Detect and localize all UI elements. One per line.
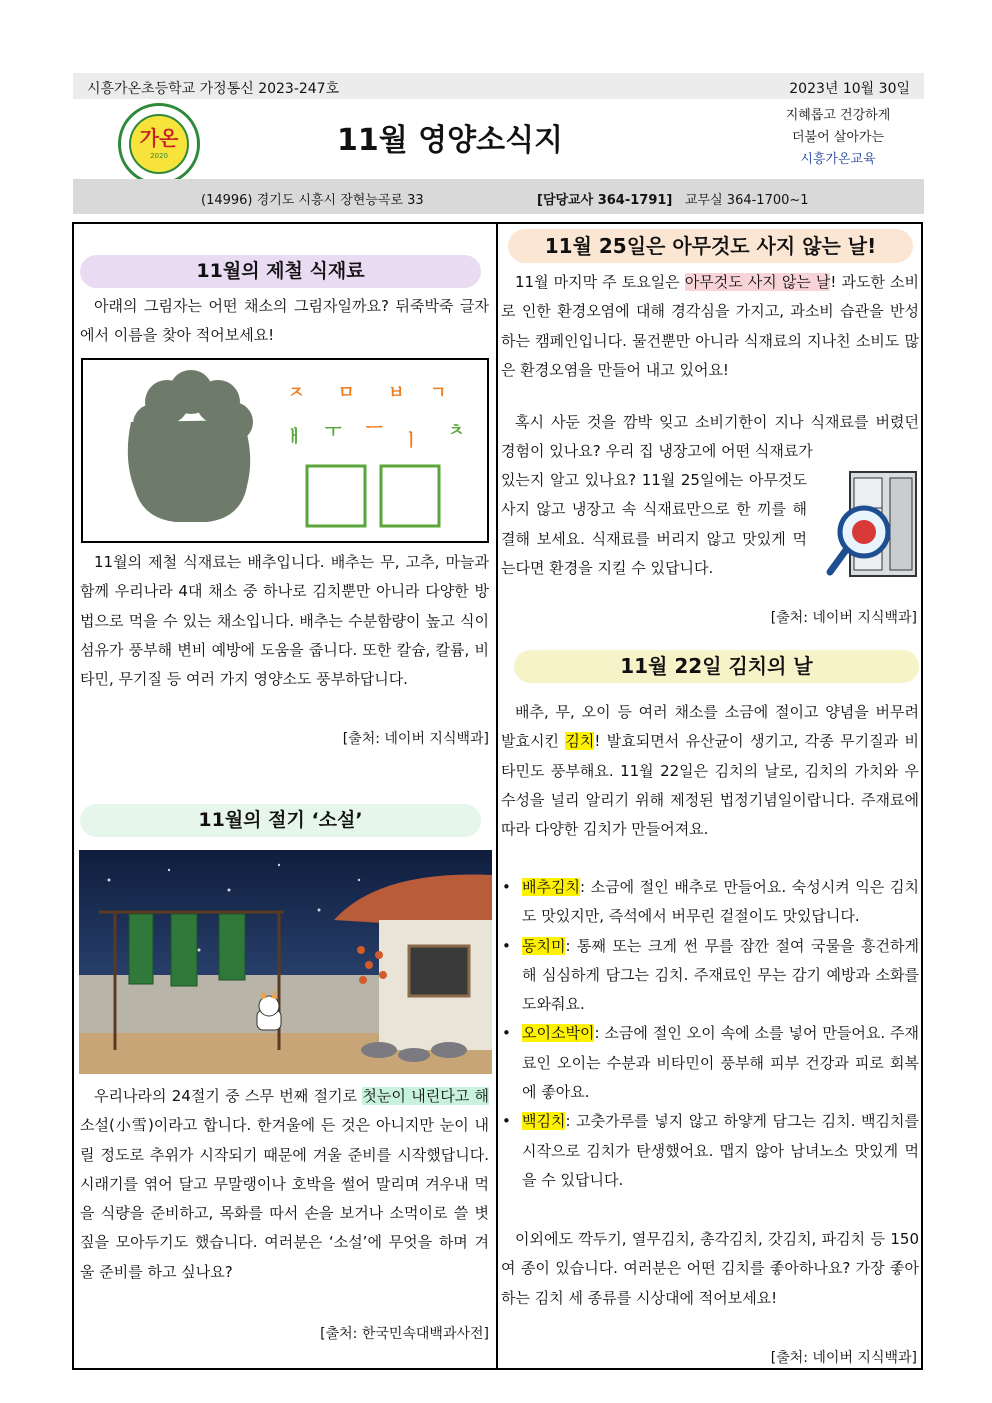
puzzle-box bbox=[81, 358, 489, 543]
jamo-6: ㅜ bbox=[325, 422, 342, 442]
issue-number: 시흥가온초등학교 가정통신 2023-247호 bbox=[87, 81, 340, 97]
kimchi-text-1: 배추, 무, 오이 등 여러 채소를 소금에 절이고 양념을 버무려 발효시킨 bbox=[501, 703, 919, 751]
jamo-4: ㄱ bbox=[430, 383, 447, 403]
kimchi-intro bbox=[501, 698, 919, 844]
source-1: [출처: 네이버 지식백과] bbox=[342, 731, 489, 747]
source-3: [출처: 네이버 지식백과] bbox=[770, 610, 917, 626]
office-contact: 교무실 364-1700~1 bbox=[685, 193, 809, 208]
section-title-kimchi-day: 11월 22일 김치의 날 bbox=[514, 650, 919, 683]
list-item bbox=[500, 873, 919, 932]
puzzle-intro: 아래의 그림자는 어떤 채소의 그림자일까요? 뒤죽박죽 글자에서 이름을 찾아 적어보세요! bbox=[80, 297, 489, 345]
buy-nothing-highlight: 아무것도 사지 않는 날 bbox=[684, 273, 831, 291]
jamo-8: ㅣ bbox=[403, 431, 420, 451]
source-2: [출처: 한국민속대백과사전] bbox=[320, 1326, 489, 1342]
buy-nothing-text-2: ! 과도한 소비로 인한 환경오염에 대해 경각심을 가지고, 과소비 습관을 반성하는 캠페인입니다. 물건뿐만 아니라 식재료의 지나친 소비도 많은 환경오염을 만들어 내고 있어요! bbox=[501, 273, 920, 379]
answer-box-1 bbox=[307, 466, 365, 526]
logo-text: 가온 bbox=[139, 126, 179, 150]
jamo-3: ㅂ bbox=[388, 383, 405, 403]
bullet: • bbox=[502, 936, 511, 955]
list-item bbox=[500, 932, 919, 1020]
jamo-2: ㅁ bbox=[338, 383, 355, 403]
bullet: • bbox=[502, 1024, 511, 1043]
column-divider bbox=[496, 222, 498, 1370]
jamo-7: ㅡ bbox=[366, 419, 383, 439]
school-motto bbox=[758, 105, 918, 171]
logo-year: 2020 bbox=[150, 152, 168, 160]
fridge-magnifier-illustration bbox=[820, 468, 920, 582]
section-title-seasonal-ingredient: 11월의 제철 식재료 bbox=[80, 255, 481, 288]
kimchi-desc: : 소금에 절인 오이 속에 소를 넣어 만들어요. 주재료인 오이는 수분과 비타민이 풍부해 피부 건강과 피로 회복에 좋아요. bbox=[522, 1024, 919, 1102]
kimchi-name: 배추김치 bbox=[522, 878, 580, 896]
kimchi-desc: : 고춧가루를 넣지 않고 하얗게 담그는 김치. 백김치를 시작으로 김치가 탄생했어요. 맵지 않아 남녀노소 맛있게 먹을 수 있답니다. bbox=[522, 1112, 919, 1189]
motto-line-2: 더불어 살아가는 bbox=[791, 130, 885, 145]
header-bar bbox=[73, 73, 924, 99]
kimchi-highlight: 김치 bbox=[565, 732, 595, 751]
kimchi-name: 오이소박이 bbox=[522, 1024, 595, 1043]
section-title-buy-nothing-day: 11월 25일은 아무것도 사지 않는 날! bbox=[508, 229, 913, 263]
answer-box-2 bbox=[381, 466, 439, 526]
cabbage-shadow bbox=[128, 370, 253, 522]
list-item bbox=[500, 1019, 919, 1107]
motto-line-1: 지혜롭고 건강하게 bbox=[785, 108, 891, 123]
list-item bbox=[500, 1107, 919, 1195]
teacher-contact: [담당교사 364-1791] bbox=[537, 193, 673, 208]
kimchi-list bbox=[500, 873, 919, 1195]
jamo-1: ㅈ bbox=[288, 383, 305, 403]
kimchi-name: 백김치 bbox=[522, 1112, 566, 1131]
buy-nothing-p1 bbox=[501, 268, 919, 385]
kimchi-text-2: ! 발효되면서 유산균이 생기고, 각종 무기질과 비타민도 풍부해요. 11월 22일은 김치의 날로, 김치의 가치와 우수성을 널리 알리기 위해 제정된 법정기념일이랍니다. 주재료에 따라 다양한 김치가 만들어져요. bbox=[501, 732, 920, 839]
cabbage-description: 11월의 제철 식재료는 배추입니다. 배추는 무, 고추, 마늘과 함께 우리나라 4대 채소 중 하나로 김치뿐만 아니라 다양한 방법으로 먹을 수 있는 채소입니다. 배추는 수분함량이 높고 식이섬유가 풍부해 변비 예방에 도움을 줍니다. 또한 칼슘, 칼륨, 비타민, 무기질 등 여러 가지 영양소도 풍부하답니다. bbox=[80, 553, 489, 689]
school-address: (14996) 경기도 시흥시 장현능곡로 33 bbox=[201, 193, 424, 208]
soseol-description bbox=[80, 1082, 489, 1287]
section-title-solar-term: 11월의 절기 ‘소설’ bbox=[80, 804, 481, 837]
soseol-text-1: 우리나라의 24절기 중 스무 번째 절기로 bbox=[94, 1087, 363, 1105]
school-logo bbox=[118, 103, 200, 185]
bullet: • bbox=[502, 1112, 511, 1131]
motto-line-3: 시흥가온교육 bbox=[800, 152, 876, 167]
jamo-5: ㅐ bbox=[286, 427, 303, 447]
winter-scene-illustration bbox=[79, 850, 492, 1074]
address-bar bbox=[73, 179, 924, 214]
soseol-text-2: 소설(小雪)이라고 합니다. 한겨울에 든 것은 아니지만 눈이 내릴 정도로 추위가 시작되기 때문에 겨울 준비를 시작했답니다. 시래기를 엮어 달고 무말랭이나 호박을 썰어 말리며 겨우내 먹을 식량을 준비하고, 목화를 따서 손을 보거나 소먹이로 쓸 볏짚을 모아두기도 했습니다. 여러분은 ‘소설’에 무엇을 하며 겨울 준비를 하고 싶나요? bbox=[80, 1116, 489, 1281]
kimchi-desc: : 통째 또는 크게 썬 무를 잠깐 절여 국물을 흥건하게 해 심심하게 담그는 김치. 주재료인 무는 감기 예방과 소화를 도와줘요. bbox=[522, 936, 919, 1014]
soseol-highlight: 첫눈이 내린다고 해 bbox=[362, 1087, 489, 1105]
buy-nothing-p2b: 있는지 알고 있나요? 11월 25일에는 아무것도 사지 않고 냉장고 속 식재료만으로 한 끼를 해결해 보세요. 식재료를 버리지 않고 맛있게 먹는다면 환경을 지킬 수 있답니다. bbox=[501, 471, 807, 577]
kimchi-outro: 이외에도 깍두기, 열무김치, 총각김치, 갓김치, 파김치 등 150여 종이 있습니다. 여러분은 어떤 김치를 좋아하나요? 가장 좋아하는 김치 세 종류를 시상대에 적어보세요! bbox=[501, 1230, 919, 1307]
buy-nothing-p2a: 혹시 사둔 것을 깜박 잊고 소비기한이 지나 식재료를 버렸던 경험이 있나요? 우리 집 냉장고에 어떤 식재료가 bbox=[501, 413, 919, 461]
bullet: • bbox=[502, 878, 511, 896]
kimchi-name: 동치미 bbox=[522, 936, 566, 955]
jamo-9: ㅊ bbox=[448, 421, 465, 441]
kimchi-desc: : 소금에 절인 배추로 만들어요. 숙성시켜 익은 김치도 맛있지만, 즉석에서 버무린 겉절이도 맛있답니다. bbox=[522, 878, 919, 926]
source-4: [출처: 네이버 지식백과] bbox=[770, 1350, 917, 1366]
buy-nothing-text-1: 11월 마지막 주 토요일은 bbox=[515, 273, 685, 291]
page-title: 11월 영양소식지 bbox=[336, 123, 564, 158]
puzzle-graphic bbox=[83, 360, 487, 541]
issue-date: 2023년 10월 30일 bbox=[789, 81, 910, 97]
